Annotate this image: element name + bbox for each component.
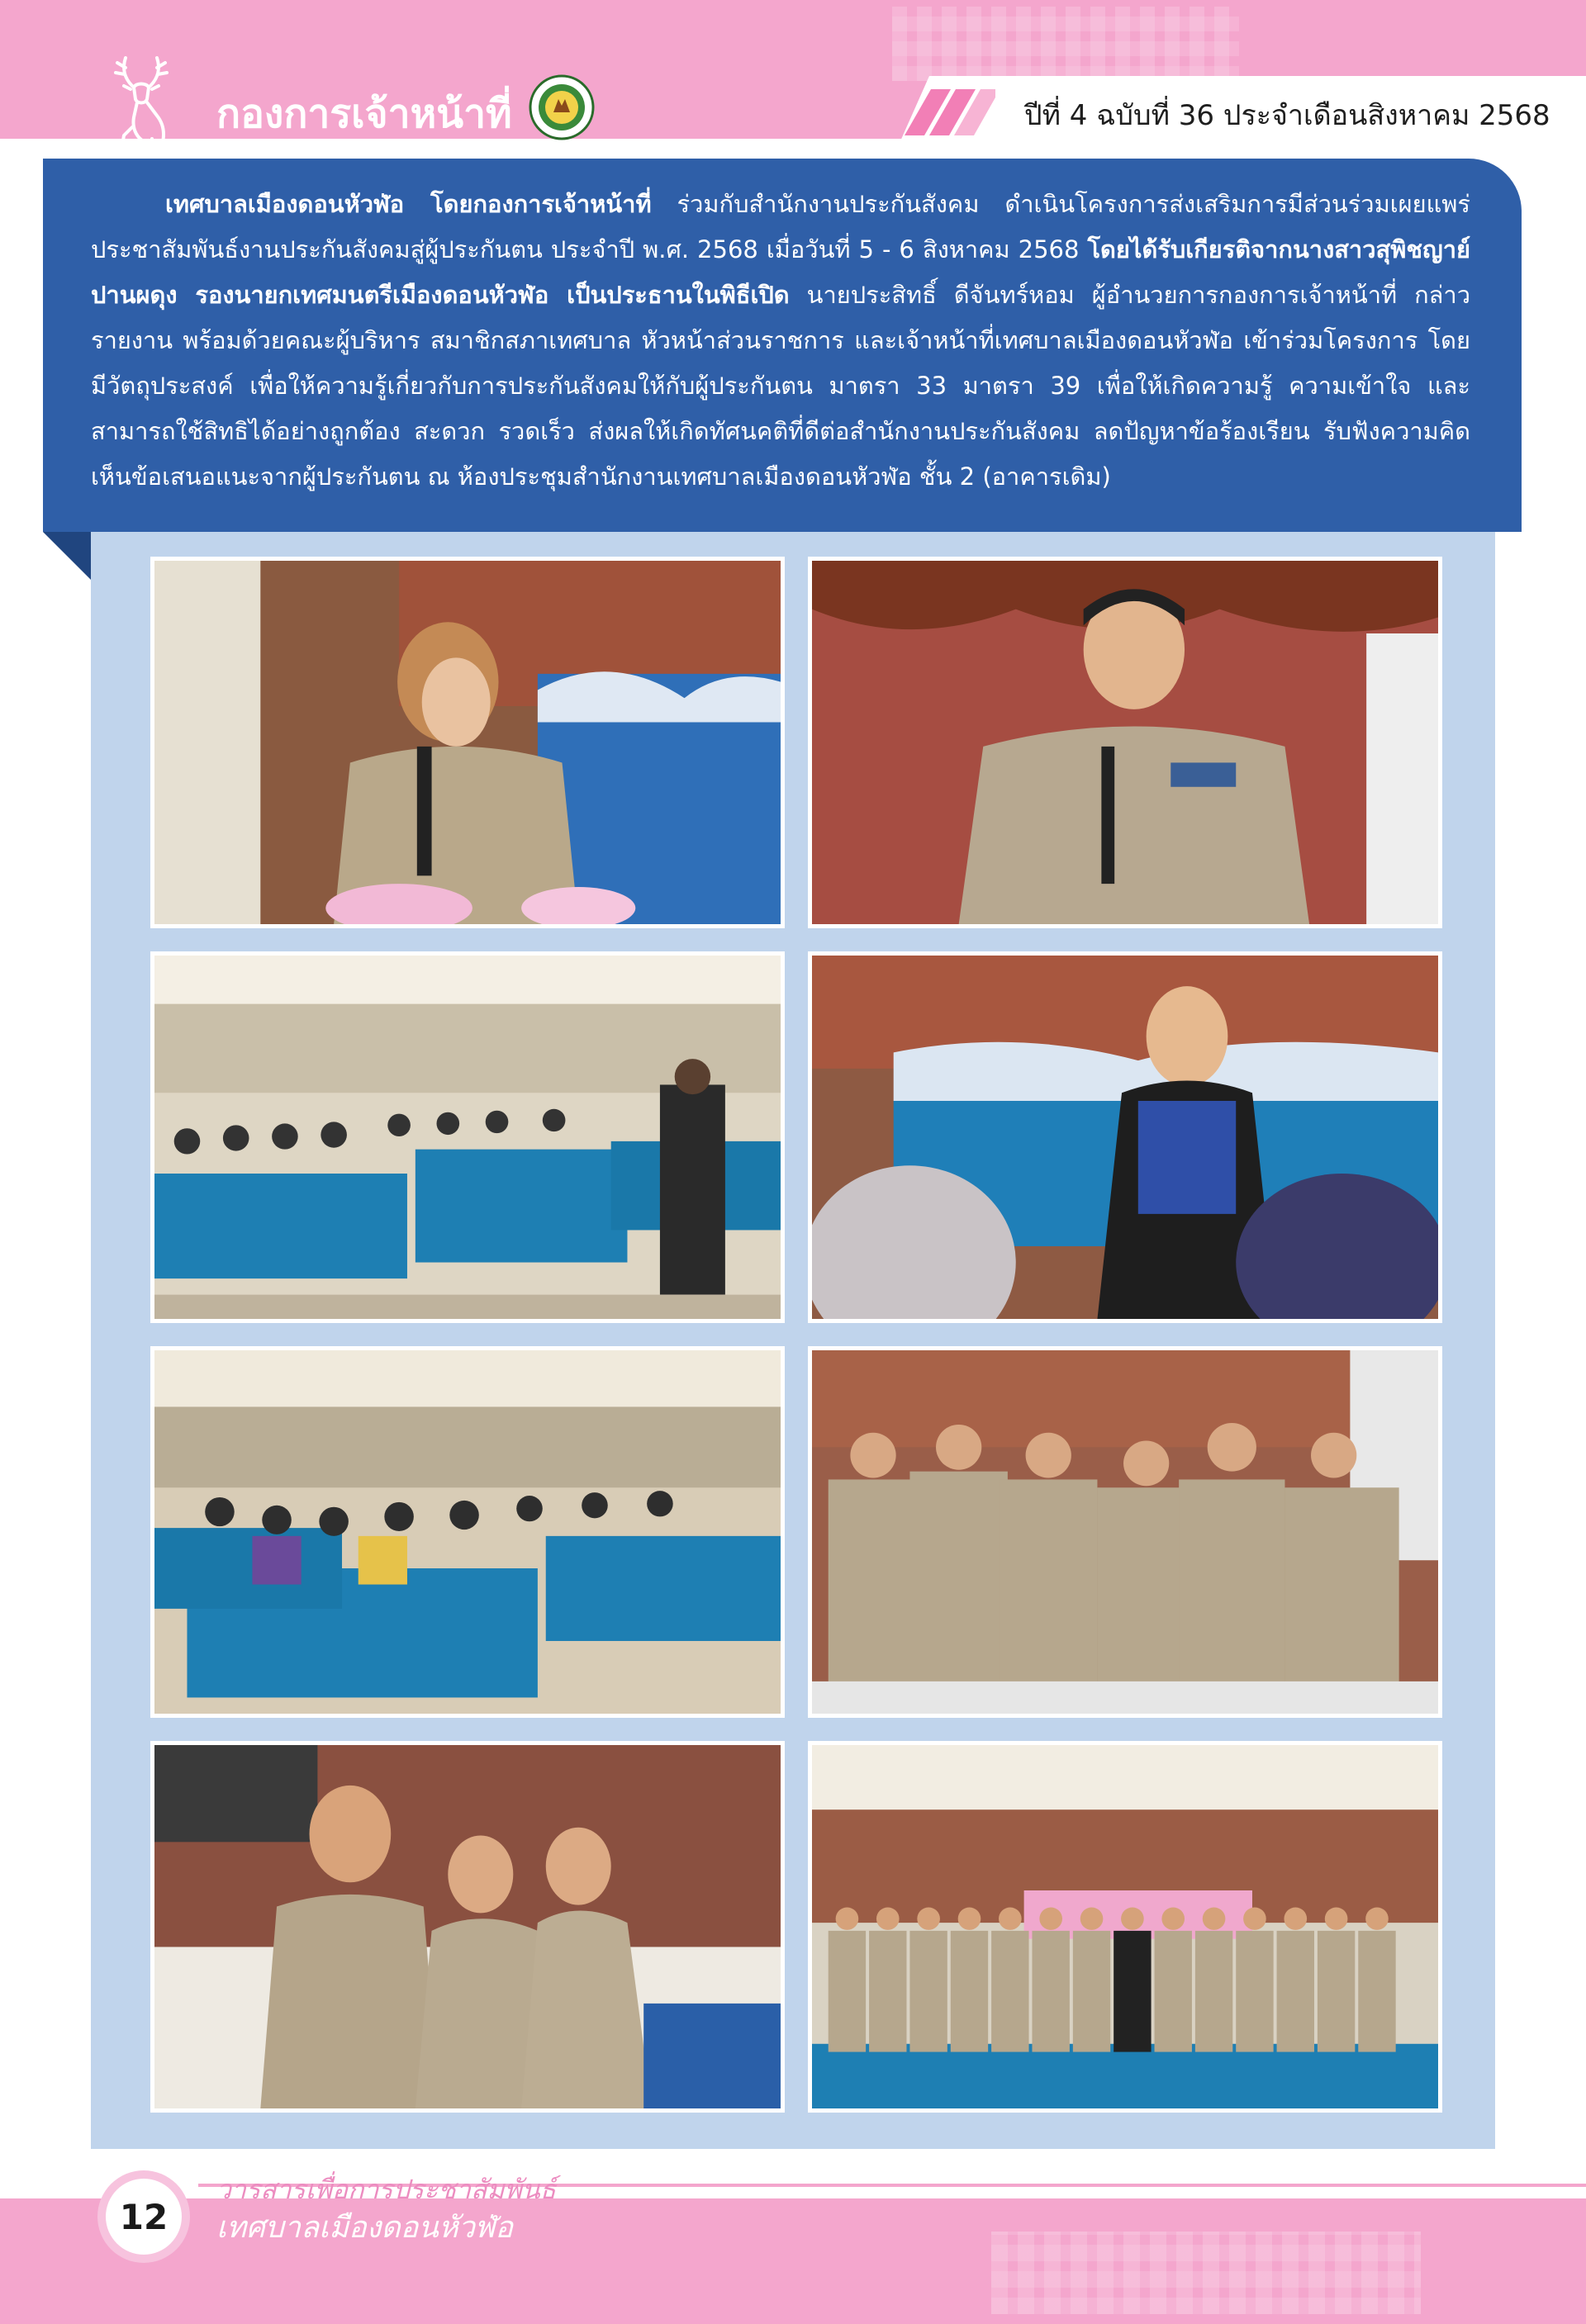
photo-audience-rows bbox=[150, 1346, 785, 1718]
journal-title: วารสารเพื่อการประชาสัมพันธ์ bbox=[216, 2174, 557, 2205]
photo-officials-seated bbox=[808, 1346, 1442, 1718]
photo-speaker-female bbox=[150, 557, 785, 928]
header-decoration bbox=[892, 7, 1239, 81]
department-title: กองการเจ้าหน้าที่ bbox=[216, 91, 512, 137]
text-box-fold bbox=[43, 532, 91, 580]
article-text-part1: ร่วมกับสำนักงานประกันสังคม ดำเนินโครงการส่งเสริมการมีส่วนร่วมเผยแพร่ประชาสัมพันธ์งานประกันสังคมสู่ผู้ประกันตน ประจำปี พ.ศ. 2568 เมื่อวันที่ 5 - 6 สิงหาคม 2568 bbox=[91, 190, 1470, 263]
article-text-part2: นายประสิทธิ์ ดีจันทร์หอม ผู้อำนวยการกองการเจ้าหน้าที่ กล่าวรายงาน พร้อมด้วยคณะผู้บริหาร สมาชิกสภาเทศบาล หัวหน้าส่วนราชการ และเจ้าหน้าที่เทศบาลเมืองดอนหัวฬ่อ เข้าร่วมโครงการ โดยมีวัตถุประสงค์ เพื่อให้ความรู้เกี่ยวกับการประกันสังคมให้กับผู้ประกันตน มาตรา 33 มาตรา 39 เพื่อให้เกิดความรู้ ความเข้าใจ และสามารถใช้สิทธิได้อย่างถูกต้อง สะดวก รวดเร็ว ส่งผลให้เกิดทัศนคติที่ดีต่อสำนักงานประกันสังคม ลดปัญหาข้อร้องเรียน รับฟังความคิดเห็นข้อเสนอแนะจากผู้ประกันตน ณ ห้องประชุมสำนักงานเทศบาลเมืองดอนหัวฬ่อ ชั้น 2 (อาคารเดิม) bbox=[91, 281, 1470, 491]
photo-group bbox=[808, 1741, 1442, 2113]
article-chair-bold: โดยได้รับเกียรติจากนางสาวสุพิชญาย์ ปานผดุง รองนายกเทศมนตรีเมืองดอนหัวฬ่อ เป็นประธานในพิธีเปิด bbox=[91, 235, 1470, 309]
journal-publisher: เทศบาลเมืองดอนหัวฬ่อ bbox=[216, 2211, 514, 2245]
photo-presenter bbox=[808, 951, 1442, 1323]
stripes-icon bbox=[905, 89, 995, 135]
page-number: 12 bbox=[106, 2179, 182, 2255]
photo-speaker-male bbox=[808, 557, 1442, 928]
deer-icon bbox=[99, 53, 190, 149]
municipal-seal-icon bbox=[529, 74, 595, 140]
photo-audience-wide bbox=[150, 951, 785, 1323]
article-lead-bold: เทศบาลเมืองดอนหัวฬ่อ โดยกองการเจ้าหน้าที่ bbox=[165, 190, 652, 218]
issue-info: ปีที่ 4 ฉบับที่ 36 ประจำเดือนสิงหาคม 2568 bbox=[1024, 99, 1550, 132]
footer-decoration bbox=[991, 2232, 1421, 2314]
article-body bbox=[91, 182, 1470, 500]
photo-front-row bbox=[150, 1741, 785, 2113]
